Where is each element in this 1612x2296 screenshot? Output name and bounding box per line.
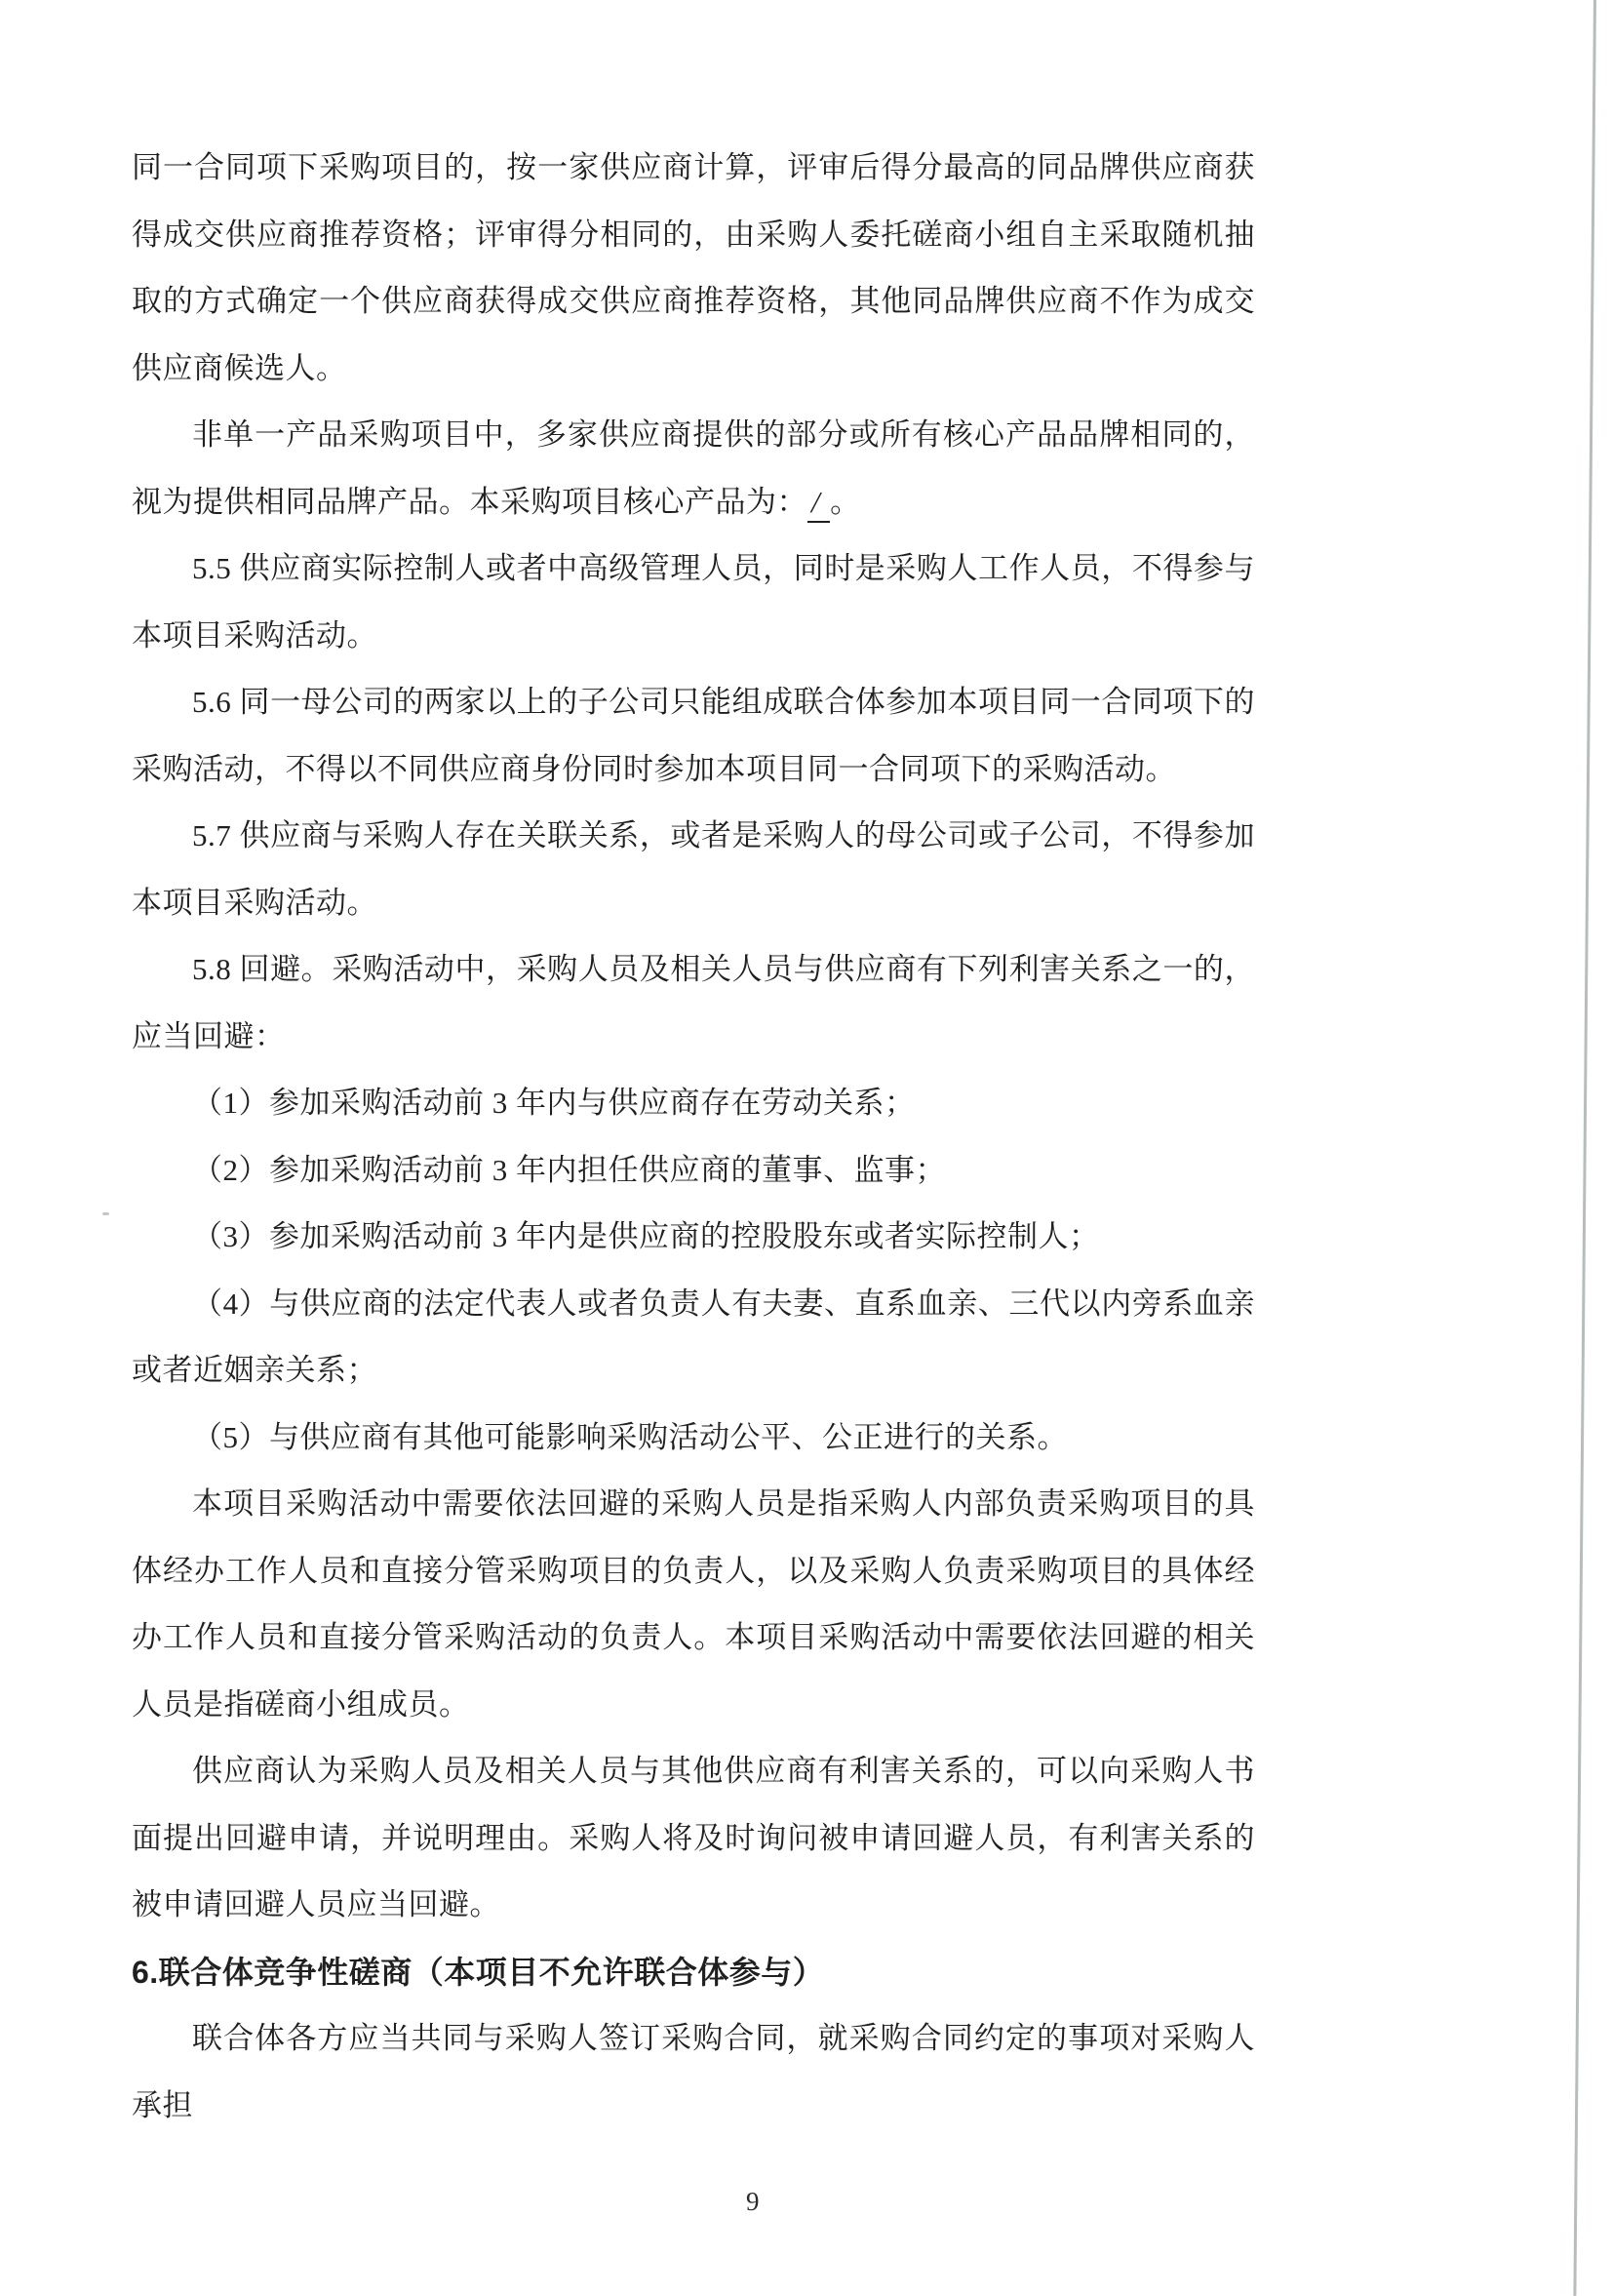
text-run: （1）参加采购活动前 3 年内与供应商存在劳动关系； xyxy=(192,1086,916,1120)
scan-speck-artifact xyxy=(102,1212,109,1215)
paragraph xyxy=(132,1271,1255,1405)
text-run: 。 xyxy=(830,484,861,519)
paragraph xyxy=(132,803,1255,936)
paragraph xyxy=(132,402,1255,535)
paragraph xyxy=(132,1471,1255,1738)
paragraph xyxy=(132,1405,1255,1472)
text-run: （4）与供应商的法定代表人或者负责人有夫妻、直系血亲、三代以内旁系血亲或者近姻亲关系； xyxy=(132,1286,1255,1387)
paragraph xyxy=(132,1137,1255,1205)
document-body xyxy=(132,135,1255,2139)
paragraph xyxy=(132,1738,1255,1939)
text-run: 非单一产品采购项目中，多家供应商提供的部分或所有核心产品品牌相同的，视为提供相同品牌产品。本采购项目核心产品为： xyxy=(132,417,1255,519)
text-run: 5.6 同一母公司的两家以上的子公司只能组成联合体参加本项目同一合同项下的采购活动，不得以不同供应商身份同时参加本项目同一合同项下的采购活动。 xyxy=(132,685,1255,786)
paragraph xyxy=(132,669,1255,803)
blank-slash: / xyxy=(807,485,830,523)
text-run: 5.7 供应商与采购人存在关联关系，或者是采购人的母公司或子公司，不得参加本项目采购活动。 xyxy=(132,818,1255,920)
paragraph xyxy=(132,535,1255,669)
text-run: （3）参加采购活动前 3 年内是供应商的控股股东或者实际控制人； xyxy=(192,1219,1100,1253)
text-run: 本项目采购活动中需要依法回避的采购人员是指采购人内部负责采购项目的具体经办工作人员和直接分管采购项目的负责人，以及采购人负责采购项目的具体经办工作人员和直接分管采购活动的负责人。本项目采购活动中需要依法回避的相关人员是指磋商小组成员。 xyxy=(132,1486,1255,1722)
text-run: 5.8 回避。采购活动中，采购人员及相关人员与供应商有下列利害关系之一的，应当回避： xyxy=(132,952,1255,1053)
section-heading xyxy=(132,1939,1255,2006)
paragraph xyxy=(132,135,1255,402)
text-run: （5）与供应商有其他可能影响采购活动公平、公正进行的关系。 xyxy=(192,1419,1068,1454)
text-run: （2）参加采购活动前 3 年内担任供应商的董事、监事； xyxy=(192,1152,946,1187)
text-run: 供应商认为采购人员及相关人员与其他供应商有利害关系的，可以向采购人书面提出回避申请，并说明理由。采购人将及时询问被申请回避人员，有利害关系的被申请回避人员应当回避。 xyxy=(132,1754,1255,1921)
text-run: 5.5 供应商实际控制人或者中高级管理人员，同时是采购人工作人员，不得参与本项目采购活动。 xyxy=(132,551,1255,653)
paragraph xyxy=(132,2005,1255,2139)
text-run: 联合体各方应当共同与采购人签订采购合同，就采购合同约定的事项对采购人承担 xyxy=(132,2021,1255,2122)
paragraph xyxy=(132,1204,1255,1271)
paragraph xyxy=(132,936,1255,1070)
paragraph xyxy=(132,1070,1255,1137)
text-run: 同一合同项下采购项目的，按一家供应商计算，评审后得分最高的同品牌供应商获得成交供应商推荐资格；评审得分相同的，由采购人委托磋商小组自主采取随机抽取的方式确定一个供应商获得成交供应商推荐资格，其他同品牌供应商不作为成交供应商候选人。 xyxy=(132,150,1255,385)
page-number: 9 xyxy=(746,2187,760,2216)
scan-edge-line-artifact xyxy=(1573,0,1596,2296)
text-run: 6.联合体竞争性磋商（本项目不允许联合体参与） xyxy=(132,1954,825,1990)
